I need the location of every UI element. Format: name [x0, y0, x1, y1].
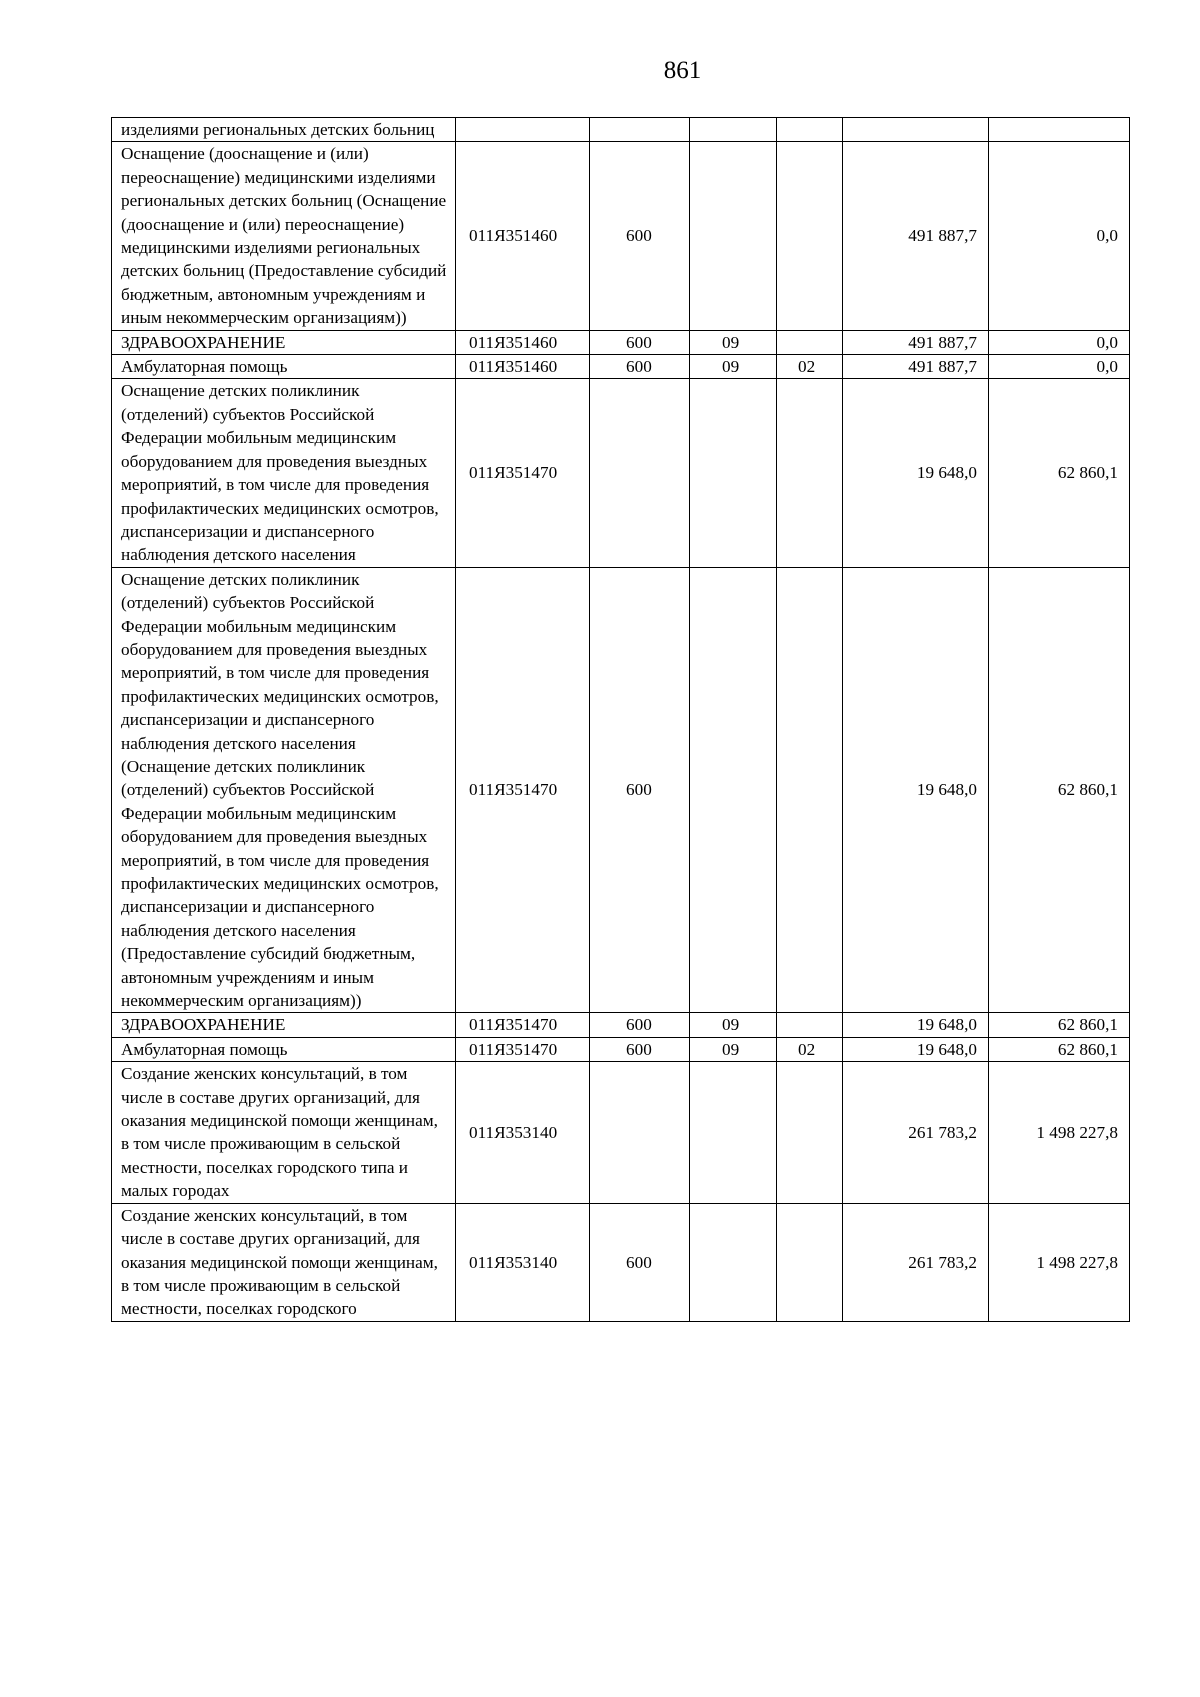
- subsection-cell: [777, 1062, 843, 1203]
- amount-1-cell: 261 783,2: [843, 1062, 989, 1203]
- subsection-cell: 02: [777, 355, 843, 379]
- target-code-cell: 011Я353140: [456, 1062, 590, 1203]
- table-row: [112, 142, 1130, 330]
- row-name-cell: Создание женских консультаций, в том числе в составе других организаций, для оказания медицинской помощи женщинам, в том числе проживающим в сельской местности, поселках городского: [112, 1203, 456, 1321]
- target-code-cell: 011Я351460: [456, 330, 590, 354]
- row-name-cell: Создание женских консультаций, в том числе в составе других организаций, для оказания медицинской помощи женщинам, в том числе проживающим в сельской местности, поселках городского типа и малых городах: [112, 1062, 456, 1203]
- target-code-cell: [456, 118, 590, 142]
- expense-type-cell: [590, 1062, 690, 1203]
- amount-2-cell: 0,0: [989, 330, 1130, 354]
- amount-2-cell: 1 498 227,8: [989, 1062, 1130, 1203]
- section-cell: [690, 142, 777, 330]
- table-row: [112, 1037, 1130, 1061]
- section-cell: 09: [690, 355, 777, 379]
- subsection-cell: [777, 1013, 843, 1037]
- table-row: [112, 330, 1130, 354]
- table-row: [112, 118, 1130, 142]
- amount-2-cell: 62 860,1: [989, 379, 1130, 567]
- target-code-cell: 011Я351460: [456, 142, 590, 330]
- amount-2-cell: 62 860,1: [989, 1013, 1130, 1037]
- section-cell: [690, 118, 777, 142]
- expense-type-cell: 600: [590, 330, 690, 354]
- row-name-cell: Амбулаторная помощь: [112, 355, 456, 379]
- table-row: [112, 567, 1130, 1013]
- amount-1-cell: 261 783,2: [843, 1203, 989, 1321]
- row-name-cell: ЗДРАВООХРАНЕНИЕ: [112, 330, 456, 354]
- budget-table: [111, 117, 1130, 1322]
- row-name-cell: Оснащение детских поликлиник (отделений) субъектов Российской Федерации мобильным медицинским оборудованием для проведения выездных мероприятий, в том числе для проведения профилактических медицинских осмотров, диспансеризации и диспансерного наблюдения детского населения: [112, 379, 456, 567]
- subsection-cell: [777, 142, 843, 330]
- subsection-cell: [777, 1203, 843, 1321]
- table-row: [112, 1013, 1130, 1037]
- amount-2-cell: 1 498 227,8: [989, 1203, 1130, 1321]
- expense-type-cell: [590, 118, 690, 142]
- section-cell: 09: [690, 1037, 777, 1061]
- amount-1-cell: 19 648,0: [843, 379, 989, 567]
- expense-type-cell: 600: [590, 355, 690, 379]
- table-row: [112, 1203, 1130, 1321]
- table-row: [112, 379, 1130, 567]
- subsection-cell: [777, 118, 843, 142]
- page-number: 861: [663, 57, 702, 84]
- amount-2-cell: 0,0: [989, 142, 1130, 330]
- amount-1-cell: 19 648,0: [843, 1013, 989, 1037]
- amount-2-cell: 0,0: [989, 355, 1130, 379]
- expense-type-cell: 600: [590, 1203, 690, 1321]
- target-code-cell: 011Я351460: [456, 355, 590, 379]
- expense-type-cell: [590, 379, 690, 567]
- amount-1-cell: [843, 118, 989, 142]
- subsection-cell: 02: [777, 1037, 843, 1061]
- subsection-cell: [777, 567, 843, 1013]
- expense-type-cell: 600: [590, 1013, 690, 1037]
- target-code-cell: 011Я351470: [456, 379, 590, 567]
- amount-1-cell: 19 648,0: [843, 1037, 989, 1061]
- target-code-cell: 011Я351470: [456, 1013, 590, 1037]
- row-name-cell: Оснащение детских поликлиник (отделений) субъектов Российской Федерации мобильным медицинским оборудованием для проведения выездных мероприятий, в том числе для проведения профилактических медицинских осмотров, диспансеризации и диспансерного наблюдения детского населения (Оснащение детских поликлиник (отделений) субъектов Российской Федерации мобильным медицинским оборудованием для проведения выездных мероприятий, в том числе для проведения профилактических медицинских осмотров, диспансеризации и диспансерного наблюдения детского населения (Предоставление субсидий бюджетным, автономным учреждениям и иным некоммерческим организациям)): [112, 567, 456, 1013]
- amount-1-cell: 491 887,7: [843, 142, 989, 330]
- row-name-cell: изделиями региональных детских больниц: [112, 118, 456, 142]
- section-cell: [690, 567, 777, 1013]
- section-cell: 09: [690, 330, 777, 354]
- target-code-cell: 011Я351470: [456, 1037, 590, 1061]
- section-cell: [690, 1203, 777, 1321]
- section-cell: [690, 379, 777, 567]
- row-name-cell: Амбулаторная помощь: [112, 1037, 456, 1061]
- amount-2-cell: [989, 118, 1130, 142]
- amount-2-cell: 62 860,1: [989, 567, 1130, 1013]
- section-cell: [690, 1062, 777, 1203]
- expense-type-cell: 600: [590, 567, 690, 1013]
- subsection-cell: [777, 379, 843, 567]
- table-row: [112, 355, 1130, 379]
- expense-type-cell: 600: [590, 1037, 690, 1061]
- row-name-cell: ЗДРАВООХРАНЕНИЕ: [112, 1013, 456, 1037]
- table-row: [112, 1062, 1130, 1203]
- section-cell: 09: [690, 1013, 777, 1037]
- subsection-cell: [777, 330, 843, 354]
- amount-1-cell: 491 887,7: [843, 355, 989, 379]
- target-code-cell: 011Я353140: [456, 1203, 590, 1321]
- row-name-cell: Оснащение (дооснащение и (или) переоснащение) медицинскими изделиями региональных детских больниц (Оснащение (дооснащение и (или) переоснащение) медицинскими изделиями региональных детских больниц (Предоставление субсидий бюджетным, автономным учреждениям и иным некоммерческим организациям)): [112, 142, 456, 330]
- expense-type-cell: 600: [590, 142, 690, 330]
- amount-1-cell: 19 648,0: [843, 567, 989, 1013]
- amount-2-cell: 62 860,1: [989, 1037, 1130, 1061]
- amount-1-cell: 491 887,7: [843, 330, 989, 354]
- target-code-cell: 011Я351470: [456, 567, 590, 1013]
